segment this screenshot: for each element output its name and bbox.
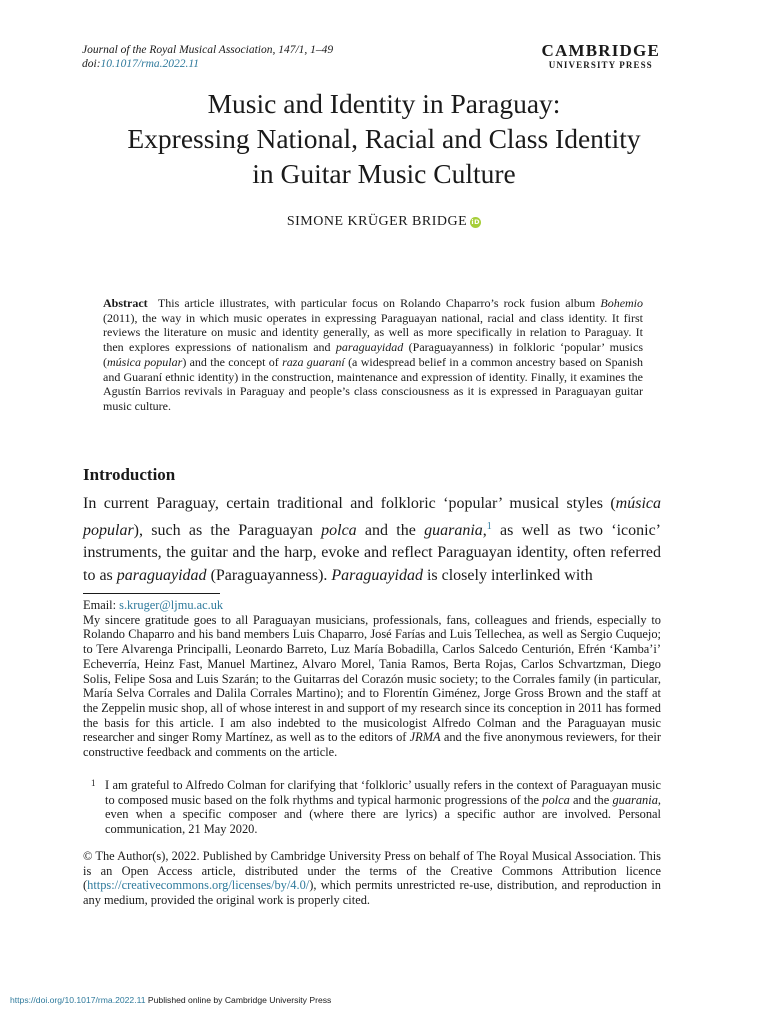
fn-italic: polca — [542, 792, 570, 807]
footnote-reference[interactable]: 1 — [486, 520, 492, 532]
abstract-text: This article illustrates, with particular focus on Rolando Chaparro’s rock fusion album — [157, 296, 601, 310]
fn-text: and the — [569, 792, 613, 807]
section-heading-introduction: Introduction — [83, 465, 176, 484]
abstract-text: ) and the concept of — [182, 354, 283, 369]
ack-text: My sincere gratitude goes to all Paraguayan musicians, professionals, fans, colleagues and friends, especially to Rolando Chaparro and his band members Luis Chaparro, José Farías and Luis Tellechea, as well as Sergio Cuquejo; to Tere Alvarenga Principalli, Leonardo Barreto, Luz María Bobadilla, Carlos Salcedo Centurión, Efrén ‘Kamba’i’ Echeverría, Heinz Fast, Manuel Martinez, Alvaro Morel, Tania Ramos, Berta Rojas, Carlos Schvartzman, Diego Solis, Felipe Sosa and Luis Szarán; to the Guitarras del Corazón music society; to the Corrales family (in particular, María Selva Corrales and Dalila Corrales Martino); and to Florentín Giménez, Jorge Gross Brown and the staff at the Zeppelin music shop, all of whose interest in and support of my research since its conception in 2011 has formed the basis for this article. I am also indebted to the musicologist Alfredo Colman and the Paraguayan music researcher and singer Romy Martínez, as well as to the editors of — [83, 612, 661, 745]
introduction-paragraph — [83, 493, 661, 587]
copyright-text: © The Author(s), 2022. Published by Cambridge University Press on behalf of The Royal Musical Association. This is an Open Access article, distributed under the terms of the Creative Commons Attribution licence ( — [83, 849, 661, 893]
abstract-text: (2011), the way in which music operates in expressing Paraguayan national, racial and class identity. It first reviews the literature on music and identity generally, as well as more specifically in relation to Paraguay. It then explores expressions of nationalism and — [103, 310, 643, 355]
abstract-label: Abstract — [103, 296, 148, 310]
abstract — [103, 296, 643, 414]
footnote-1 — [83, 778, 661, 837]
footnote-divider — [83, 593, 220, 594]
body-italic: paraguayidad — [116, 566, 207, 584]
ack-italic: JRMA — [409, 730, 441, 745]
publisher-name: CAMBRIDGE — [541, 41, 660, 60]
abstract-text: (Paraguayanness) in folkloric ‘popular’ musics ( — [103, 340, 644, 369]
fn-text: , even when a specific composer and (where there are lyrics) a specific author are involved. Personal communication, 21 May 2020. — [105, 792, 661, 837]
title-line-1: Music and Identity in Paraguay: — [207, 88, 561, 119]
body-italic: Paraguayidad — [331, 566, 423, 584]
author-note — [83, 598, 661, 760]
copyright-text: ), which permits unrestricted re-use, distribution, and reproduction in any medium, provided the original work is properly cited. — [83, 878, 661, 908]
fn-text: I am grateful to Alfredo Colman for clarifying that ‘folkloric’ usually refers in the context of Paraguayan music to composed music based on the folk rhythms and typical harmonic progressions of the — [105, 778, 661, 807]
email-link[interactable]: s.kruger@ljmu.ac.uk — [119, 598, 224, 612]
ack-text: and the five anonymous reviewers, for their constructive feedback and comments on the article. — [83, 730, 661, 760]
title-line-2: Expressing National, Racial and Class Identity — [127, 123, 641, 154]
email-line — [83, 598, 661, 613]
body-text: , — [482, 521, 487, 539]
email-label: Email: — [83, 598, 120, 612]
body-text: is closely interlinked with — [422, 566, 593, 584]
footnote-number: 1 — [91, 778, 96, 788]
body-italic: guarania — [424, 521, 483, 539]
author-line — [0, 214, 768, 230]
license-link[interactable]: https://creativecommons.org/licenses/by/4.0/ — [87, 878, 310, 893]
journal-citation — [82, 43, 333, 71]
body-text: In current Paraguay, certain traditional and folkloric ‘popular’ musical styles ( — [83, 495, 616, 512]
article-title — [60, 86, 708, 191]
body-italic: música popular — [83, 495, 661, 539]
abstract-italic: música popular — [107, 354, 183, 369]
abstract-italic: Bohemio — [600, 296, 644, 310]
abstract-italic: raza guaraní — [282, 354, 345, 369]
publisher-subname: UNIVERSITY PRESS — [548, 60, 653, 70]
author-name: SIMONE KRÜGER BRIDGE — [286, 214, 468, 229]
abstract-italic: paraguayidad — [335, 340, 404, 355]
doi-link[interactable]: 10.1017/rma.2022.11 — [100, 58, 200, 70]
publisher-logo — [542, 42, 660, 70]
body-text: as well as two ‘iconic’ instruments, the guitar and the harp, evoke and reflect Paraguayan identity, often referred to as — [83, 521, 661, 584]
body-text: ), such as the Paraguayan — [133, 521, 322, 539]
doi-line — [82, 57, 333, 71]
orcid-icon[interactable]: iD — [471, 218, 480, 226]
body-text: (Paraguayanness). — [206, 566, 332, 584]
doi-prefix: doi: — [82, 58, 101, 70]
footer-doi-link[interactable]: https://doi.org/10.1017/rma.2022.11 — [10, 995, 146, 1005]
body-text: and the — [356, 521, 425, 539]
acknowledgements — [83, 613, 661, 760]
abstract-text: (a widespread belief in a common ancestry based on Spanish and Guaraní ethnic identity) in the construction, maintenance and expression of identity. Finally, it examines the Agustín Barrios revivals in Paraguay and people’s class consciousness as it is expressed in Paraguayan guitar music culture. — [103, 354, 644, 413]
journal-line: Journal of the Royal Musical Association, 147/1, 1–49 — [82, 44, 334, 56]
footer-published: Published online by Cambridge University Press — [145, 995, 332, 1005]
copyright-notice — [83, 849, 661, 908]
title-line-3: in Guitar Music Culture — [252, 158, 516, 189]
fn-italic: guarania — [612, 792, 658, 807]
body-italic: polca — [321, 521, 357, 539]
page-footer — [10, 995, 331, 1005]
footnote-text — [105, 778, 661, 837]
